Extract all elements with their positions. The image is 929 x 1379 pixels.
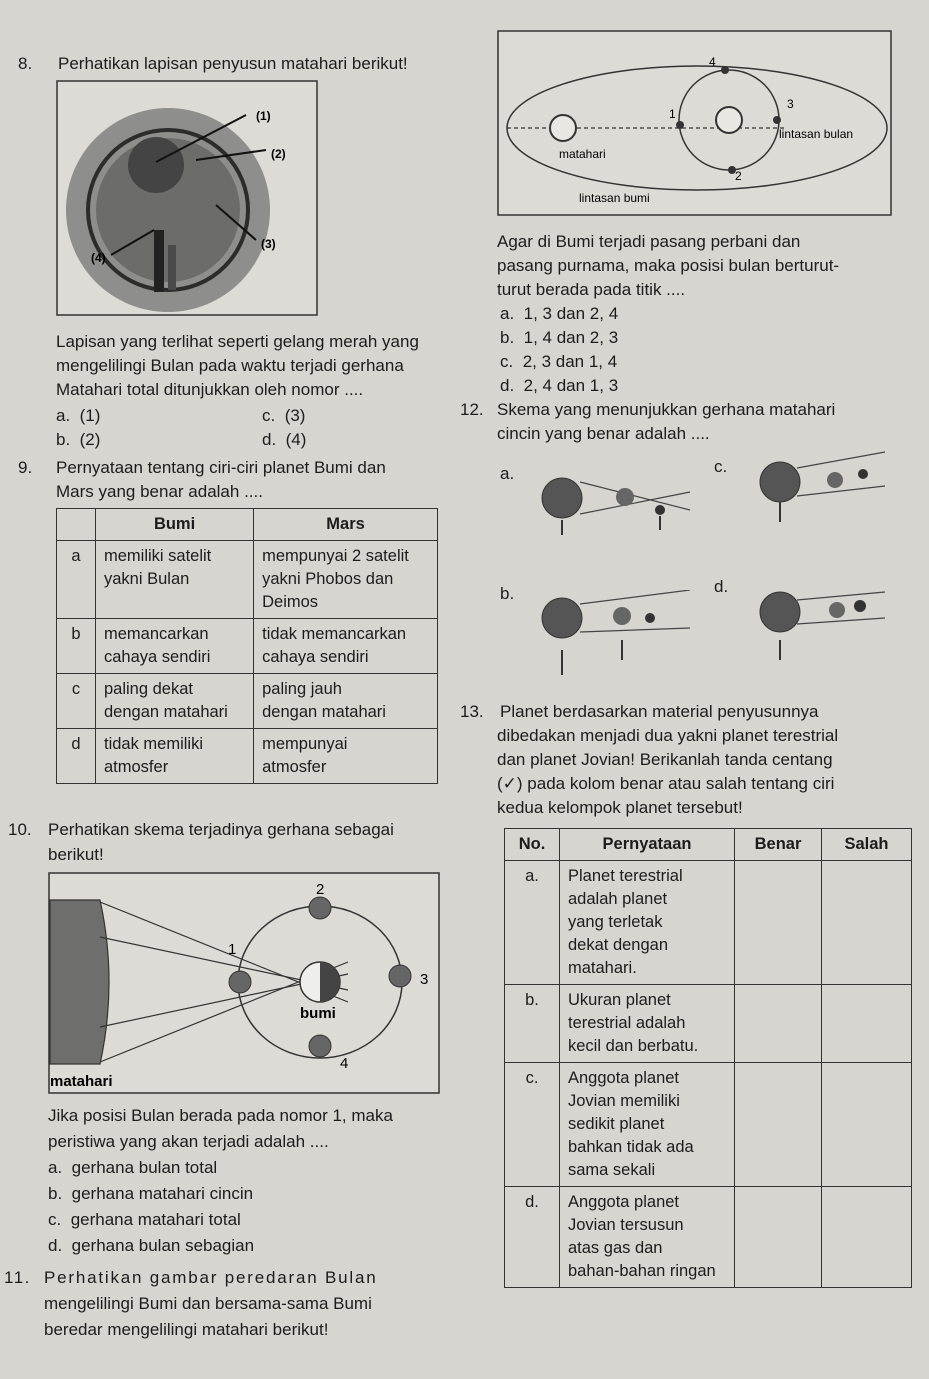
cell-line: atmosfer [262,758,327,776]
table-header-true: Benar [735,829,822,861]
table-header-bumi: Bumi [96,509,254,541]
moon-orbit-label: lintasan bulan [779,127,854,141]
option-key: b. [500,328,515,347]
row-key: c [57,674,96,729]
q12-option-c-key[interactable]: c. [714,457,728,476]
label-4: (4) [91,251,106,265]
cell-line: paling dekat [104,680,193,698]
moon-position-3 [389,965,411,987]
mars-cell [254,541,438,619]
ray-line [797,486,885,496]
q11-line-3: beredar mengelilingi matahari berikut! [44,1320,329,1339]
q13-line-1: Planet berdasarkan material penyusunnya [500,702,819,721]
q13-line-4: (✓) pada kolom benar atau salah tentang ciri [497,774,835,793]
row-key: b. [505,985,560,1063]
table-row [505,861,912,985]
table-header-row [57,509,438,541]
sun-label: matahari [50,1073,113,1090]
sun-shape [50,900,109,1064]
q8-number: 8. [18,54,33,73]
false-checkbox-cell[interactable] [822,1063,912,1187]
option-text: (2) [79,430,101,449]
q11-question-line-1: Agar di Bumi terjadi pasang perbani dan [497,232,801,251]
option-key: d. [500,376,515,395]
cell-line: dengan matahari [262,703,386,721]
q11-line-2: mengelilingi Bumi dan bersama-sama Bumi [44,1294,372,1313]
position-4-label: 4 [709,55,716,69]
q12-option-b-key[interactable]: b. [500,584,515,603]
table-header-statement: Pernyataan [560,829,735,861]
option-text: (4) [285,430,307,449]
q8-option-d[interactable] [262,428,306,452]
mars-cell [254,674,438,729]
option-key: c. [500,352,514,371]
position-4-label: 4 [340,1055,349,1072]
ray-line [797,592,885,600]
q10-option-c[interactable] [48,1208,241,1232]
earth-shape [854,600,866,612]
moon-position-4 [309,1035,331,1057]
q12-option-a-key[interactable]: a. [500,464,515,483]
cell-line: memiliki satelit [104,547,212,565]
cell-line: mempunyai [262,735,348,753]
option-text: gerhana matahari total [70,1210,241,1229]
statement-cell: Anggota planet Jovian memiliki sedikit planet bahkan tidak ada sama sekali [560,1063,735,1187]
earth-shape [645,613,655,623]
row-key: c. [505,1063,560,1187]
position-3-label: 3 [787,97,794,111]
q9-line-2: Mars yang benar adalah .... [56,482,263,501]
ray-line [580,492,690,514]
q11-question-line-2: pasang purnama, maka posisi bulan berturut- [497,256,840,275]
position-3-label: 3 [420,971,429,988]
bumi-cell [96,619,254,674]
moon-orbit-figure [497,30,892,216]
q12-option-d-key[interactable]: d. [714,577,729,596]
q13-line-3: dan planet Jovian! Berikanlah tanda centang [497,750,833,769]
q9-number: 9. [18,458,33,477]
table-header-mars: Mars [254,509,438,541]
position-2-label: 2 [316,881,325,898]
cell-line: memancarkan [104,625,209,643]
false-checkbox-cell[interactable] [822,861,912,985]
label-3: (3) [261,237,276,251]
sun-label: matahari [559,147,606,161]
moon-position-3 [773,116,781,124]
q10-option-a[interactable] [48,1156,217,1180]
sun-shape [542,478,582,518]
q11-option-c[interactable] [500,350,617,374]
table-header-no: No. [505,829,560,861]
q11-option-a[interactable] [500,302,618,326]
row-key: d. [505,1187,560,1288]
ray-line [580,482,690,510]
option-key: a. [48,1158,63,1177]
cell-line: tidak memiliki [104,735,204,753]
cell-line: Deimos [262,593,319,611]
ray-line [580,590,690,604]
q12-option-d-diagram[interactable] [755,580,890,670]
q9-table [56,508,438,784]
row-key: a [57,541,96,619]
table-row [505,1187,912,1288]
label-1: (1) [256,109,271,123]
option-text: 2, 3 dan 1, 4 [522,352,618,371]
q12-number: 12. [460,400,484,419]
cell-line: cahaya sendiri [104,648,211,666]
earth-orbit-label: lintasan bumi [579,191,650,205]
option-text: 1, 3 dan 2, 4 [523,304,619,323]
q8-question-line-3: Matahari total ditunjukkan oleh nomor .... [56,380,364,399]
row-key: a. [505,861,560,985]
q8-prompt: Perhatikan lapisan penyusun matahari berikut! [58,54,408,73]
q8-option-c[interactable] [262,404,305,428]
option-key: c. [262,406,276,425]
row-key: b [57,619,96,674]
sun-shape [542,598,582,638]
q10-option-b[interactable] [48,1182,253,1206]
cell-line: tidak memancarkan [262,625,407,643]
q10-line-2: berikut! [48,845,104,864]
q12-option-a-diagram[interactable] [540,470,700,545]
cell-line: atmosfer [104,758,169,776]
q12-option-c-diagram[interactable] [755,450,890,540]
true-checkbox-cell[interactable] [735,1187,822,1288]
q10-question-line-1: Jika posisi Bulan berada pada nomor 1, maka [48,1106,393,1125]
option-key: b. [48,1184,63,1203]
position-1-label: 1 [228,941,237,958]
moon-shape [829,602,845,618]
q11-line-1: Perhatikan gambar peredaran Bulan [44,1268,378,1287]
cell-line: cahaya sendiri [262,648,369,666]
statement-cell: Anggota planet Jovian tersusun atas gas dan bahan-bahan ringan [560,1187,735,1288]
q8-option-b[interactable] [56,428,100,452]
q12-line-1: Skema yang menunjukkan gerhana matahari [497,400,836,419]
statement-cell: Planet terestrial adalah planet yang terletak dekat dengan matahari. [560,861,735,985]
earth-shape [655,505,665,515]
option-text: (1) [79,406,101,425]
q12-line-2: cincin yang benar adalah .... [497,424,710,443]
sun-layers-figure [56,80,318,316]
q11-number: 11. [4,1268,31,1287]
option-key: a. [56,406,71,425]
q10-option-d[interactable] [48,1234,254,1258]
q9-line-1: Pernyataan tentang ciri-ciri planet Bumi dan [56,458,386,477]
mars-cell [254,729,438,784]
label-2: (2) [271,147,286,161]
true-checkbox-cell[interactable] [735,1063,822,1187]
earth-circle [716,107,742,133]
bumi-cell [96,729,254,784]
ray-line [797,452,885,468]
table-row[interactable] [57,729,438,784]
q13-line-2: dibedakan menjadi dua yakni planet terestrial [497,726,839,745]
option-text: gerhana bulan total [71,1158,218,1177]
false-checkbox-cell[interactable] [822,1187,912,1288]
q10-number: 10. [8,820,32,839]
sun-shape [760,592,800,632]
q13-table [504,828,912,1288]
position-2-label: 2 [735,169,742,183]
q11-option-b[interactable] [500,326,618,350]
bumi-cell [96,541,254,619]
sun-shape [760,462,800,502]
q13-line-5: kedua kelompok planet tersebut! [497,798,743,817]
false-checkbox-cell[interactable] [822,985,912,1063]
eclipse-scheme-figure [48,872,440,1094]
row-key: d [57,729,96,784]
option-key: b. [56,430,71,449]
table-header-row [505,829,912,861]
option-key: d. [48,1236,63,1255]
q8-question-line-1: Lapisan yang terlihat seperti gelang merah yang [56,332,419,351]
sun-label-bar-2 [168,245,176,290]
q8-question-line-2: mengelilingi Bulan pada waktu terjadi gerhana [56,356,404,375]
true-checkbox-cell[interactable] [735,985,822,1063]
moon-shape [827,472,843,488]
mars-cell [254,619,438,674]
option-text: gerhana matahari cincin [71,1184,254,1203]
true-checkbox-cell[interactable] [735,861,822,985]
table-row [505,985,912,1063]
earth-shape [858,469,868,479]
option-text: (3) [284,406,306,425]
moon-shape [616,488,634,506]
option-text: 2, 4 dan 1, 3 [523,376,619,395]
moon-position-2 [309,897,331,919]
table-row [505,1063,912,1187]
q13-number: 13. [460,702,484,721]
sun-circle [550,115,576,141]
table-row[interactable] [57,619,438,674]
bumi-cell [96,674,254,729]
table-header-false: Salah [822,829,912,861]
table-row[interactable] [57,541,438,619]
q10-question-line-2: peristiwa yang akan terjadi adalah .... [48,1132,329,1151]
earth-label: bumi [300,1005,336,1022]
q8-option-a[interactable] [56,404,100,428]
sun-core [128,137,184,193]
q11-question-line-3: turut berada pada titik .... [497,280,686,299]
cell-line: paling jauh [262,680,342,698]
option-key: a. [500,304,515,323]
moon-position-1 [229,971,251,993]
cell-line: dengan matahari [104,703,228,721]
table-row[interactable] [57,674,438,729]
q10-line-1: Perhatikan skema terjadinya gerhana sebagai [48,820,394,839]
position-1-label: 1 [669,107,676,121]
ray-line [797,618,885,624]
cell-line: yakni Bulan [104,570,190,588]
q12-option-b-diagram[interactable] [540,590,700,680]
moon-shape [613,607,631,625]
cell-line: yakni Phobos dan [262,570,394,588]
table-header-blank [57,509,96,541]
option-text: gerhana bulan sebagian [71,1236,255,1255]
moon-position-4 [721,66,729,74]
statement-cell: Ukuran planet terestrial adalah kecil dan berbatu. [560,985,735,1063]
option-key: d. [262,430,277,449]
moon-position-1 [676,121,684,129]
option-text: 1, 4 dan 2, 3 [523,328,619,347]
q11-option-d[interactable] [500,374,618,398]
option-key: c. [48,1210,62,1229]
ray-line [580,628,690,632]
cell-line: mempunyai 2 satelit [262,547,409,565]
sun-label-bar [154,230,164,292]
